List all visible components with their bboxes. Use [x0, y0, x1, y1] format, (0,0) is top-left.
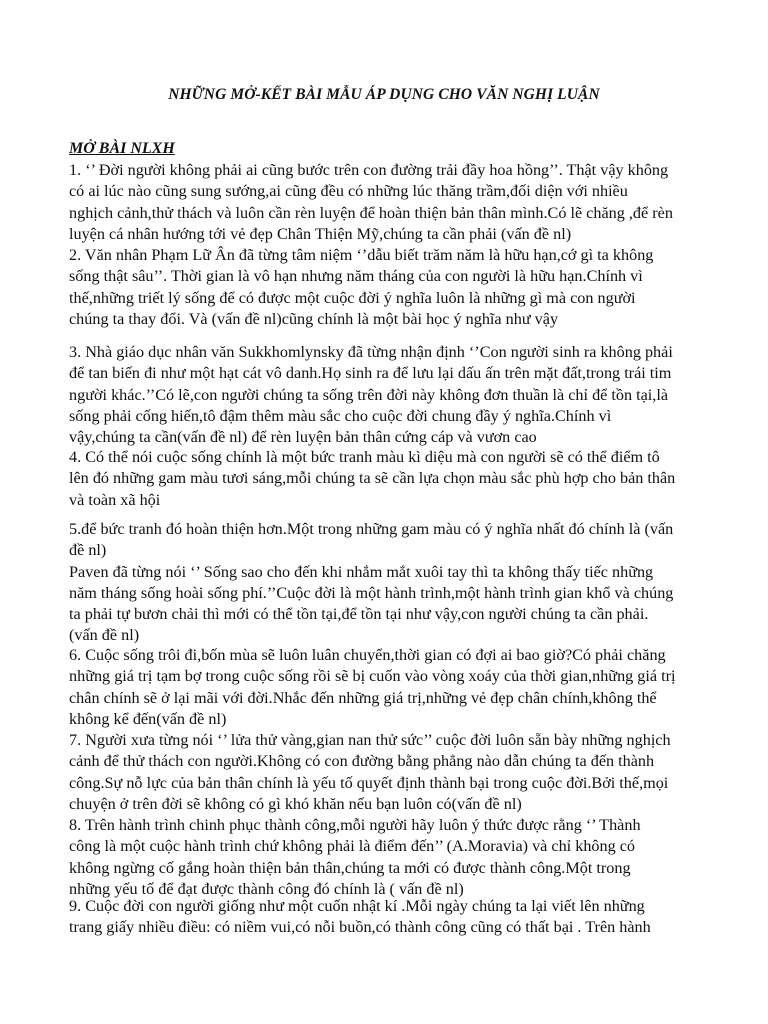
paragraph-line: 9. Cuộc đời con người giống như một cuốn nhật kí .Mỗi ngày chúng ta lại viết lên những — [69, 897, 645, 915]
paragraph-line: chúng ta thay đổi. Và (vấn đề nl)cũng chính là một bài học ý nghĩa như vậy — [69, 309, 559, 328]
paragraph-line: những yếu tố để đạt được thành công đó chính là ( vấn đề nl) — [69, 879, 464, 898]
paragraph-line: 1. ‘’ Đời người không phải ai cũng bước trên con đường trải đầy hoa hồng’’. Thật vậy không — [69, 161, 669, 179]
paragraph-line: sống phải cống hiến,tô đậm thêm màu sắc cho cuộc đời chung đầy ý nghĩa.Chính vì — [69, 406, 612, 425]
paragraph-line: sống thật sâu’’. Thời gian là vô hạn nhưng năm tháng của con người là hữu hạn.Chính vì — [69, 267, 643, 286]
paragraph-line: vậy,chúng ta cần(vấn đề nl) để rèn luyện bản thân cứng cáp và vươn cao — [69, 428, 537, 447]
paragraph-line: công là một cuộc hành trình chứ không phải là điểm đến’’ (A.Moravia) và chỉ không có — [69, 837, 636, 856]
paragraph-line: ta phải tự bươn chải thì mới có thể tồn tại,để tồn tại như vậy,con người chúng ta cần phải. — [69, 605, 649, 624]
paragraph-line: không ngừng cố gắng hoàn thiện bản thân,chúng ta mới có được thành công.Một trong — [69, 858, 631, 877]
paragraph-line: đề nl) — [69, 541, 107, 560]
paragraph-line: trang giấy nhiều điều: có niềm vui,có nỗi buồn,có thành công cũng có thất bại . Trên hành — [69, 918, 651, 937]
paragraph-line: nghịch cảnh,thử thách và luôn cần rèn luyện để hoàn thiện bản thân mình.Có lẽ chăng ,để rèn — [69, 203, 673, 222]
section-heading: MỞ BÀI NLXH — [69, 140, 175, 157]
paragraph-line: những giá trị tạm bợ trong cuộc sống rồi sẽ bị cuốn vào vòng xoáy của thời gian,những giá trị — [69, 667, 676, 686]
paragraph — [69, 447, 709, 511]
paragraph-line: chuyện ở trên đời sẽ không có gì khó khăn nếu bạn luôn có(vấn đề nl) — [69, 794, 522, 813]
paragraph-line: năm tháng sống hoài sống phí.’’Cuộc đời là một hành trình,một hành trình gian khổ và chúng — [69, 583, 674, 602]
paragraph-line: 7. Người xưa từng nói ‘’ lửa thử vàng,gian nan thử sức’’ cuộc đời luôn sẵn bày những nghịch — [69, 731, 671, 749]
paragraph — [69, 815, 709, 900]
paragraph-line: thế,những triết lý sống để có được một cuộc đời ý nghĩa luôn là những gì mà con người — [69, 288, 636, 307]
paragraph — [69, 519, 709, 647]
paragraph-line: công.Sự nỗ lực của bản thân chính là yếu tố quyết định thành bại trong cuộc đời.Bởi thế,mọi — [69, 773, 669, 792]
paragraph-line: 8. Trên hành trình chinh phục thành công,mỗi người hãy luôn ý thức được rằng ‘’ Thành — [69, 816, 641, 834]
paragraph-line: và toàn xã hội — [69, 490, 161, 509]
paragraph-line: (vấn đề nl) — [69, 626, 140, 645]
document-title: NHỮNG MỞ-KẾT BÀI MẪU ÁP DỤNG CHO VĂN NGHỊ LUẬN — [168, 86, 600, 103]
paragraph — [69, 160, 709, 245]
paragraph-line: chân chính sẽ ở lại mãi với đời.Nhắc đến những giá trị,những vẻ đẹp chân chính,không thể — [69, 688, 657, 707]
paragraph-line: lên đó những gam màu tươi sáng,mỗi chúng ta sẽ cần lựa chọn màu sắc phù hợp cho bản thân — [69, 469, 676, 488]
paragraph-line: 6. Cuộc sống trôi đi,bốn mùa sẽ luôn luân chuyển,thời gian có đợi ai bao giờ?Có phải chăng — [69, 646, 666, 664]
paragraph — [69, 342, 709, 448]
paragraph-line: 4. Có thể nói cuộc sống chính là một bức tranh màu kì diệu mà con người sẽ có thể điểm tô — [69, 448, 660, 466]
paragraph-line: cảnh để thử thách con người.Không có con đường bằng phẳng nào dẫn chúng ta đến thành — [69, 752, 655, 771]
paragraph-line: người khác.’’Có lẽ,con người chúng ta sống trên đời này không đơn thuần là chỉ để tồn tại,là — [69, 385, 669, 404]
paragraph-line: 3. Nhà giáo dục nhân văn Sukkhomlynsky đã từng nhận định ‘’Con người sinh ra không phải — [69, 343, 673, 361]
paragraph-line: 5.để bức tranh đó hoàn thiện hơn.Một trong những gam màu có ý nghĩa nhất đó chính là (vấn — [69, 520, 674, 538]
paragraph — [69, 896, 709, 939]
paragraph — [69, 730, 709, 815]
paragraph — [69, 245, 709, 330]
paragraph-line: để tan biến đi như một hạt cát vô danh.Họ sinh ra để lưu lại dấu ấn trên mặt đất,trong trái tim — [69, 364, 672, 383]
paragraph-line: có ai lúc nào cũng sung sướng,ai cũng đều có những lúc thăng trầm,đối diện với nhiều — [69, 182, 628, 201]
paragraph-line: 2. Văn nhân Phạm Lữ Ân đã từng tâm niệm ‘’dẫu biết trăm năm là hữu hạn,cớ gì ta không — [69, 246, 654, 264]
paragraph — [69, 645, 709, 730]
paragraph-line: Paven đã từng nói ‘’ Sống sao cho đến khi nhắm mắt xuôi tay thì ta không thấy tiếc những — [69, 562, 654, 581]
paragraph-line: không kể đến(vấn đề nl) — [69, 709, 227, 728]
paragraph-line: luyện cá nhân hướng tới vẻ đẹp Chân Thiện Mỹ,chúng ta cần phải (vấn đề nl) — [69, 224, 572, 243]
